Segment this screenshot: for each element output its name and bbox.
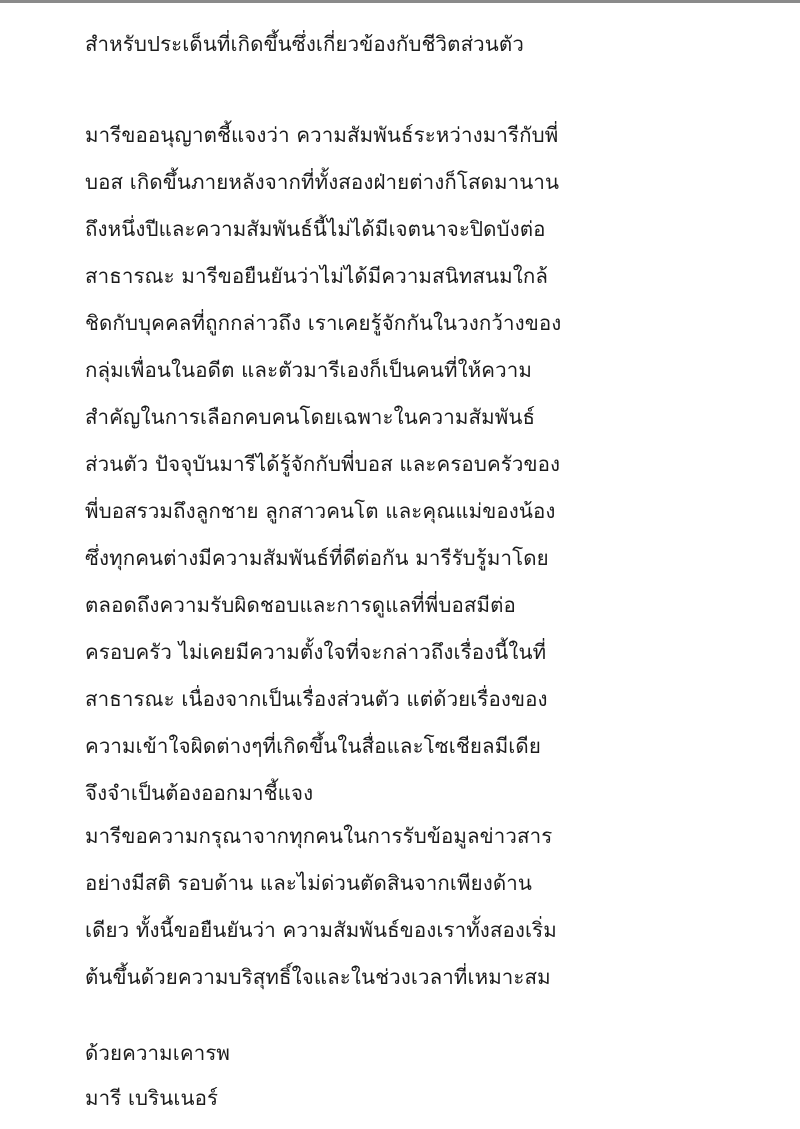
text-line: สาธารณะ เนื่องจากเป็นเรื่องส่วนตัว แต่ด้วยเรื่องของ [85,687,548,711]
text-line: จึงจำเป็นต้องออกมาชี้แจง [85,781,314,805]
signature: มารี เบรินเนอร์ [85,1086,219,1110]
text-line: ต้นขึ้นด้วยความบริสุทธิ์ใจและในช่วงเวลาที่เหมาะสม [85,965,551,989]
text-line: อย่างมีสติ รอบด้าน และไม่ด่วนตัดสินจากเพียงด้าน [85,871,533,895]
paragraph-request [85,822,785,991]
top-edge-strip [0,0,800,3]
statement-document [85,30,785,1129]
paragraph-explanation [85,121,785,807]
text-line: มารีขออนุญาตชี้แจงว่า ความสัมพันธ์ระหว่างมารีกับพี่ [85,123,559,147]
text-line: สำคัญในการเลือกคบคนโดยเฉพาะในความสัมพันธ์ [85,405,536,429]
text-line: ส่วนตัว ปัจจุบันมารีได้รู้จักกับพี่บอส และครอบครัวของ [85,452,561,476]
text-line: บอส เกิดขึ้นภายหลังจากที่ทั้งสองฝ่ายต่างก็โสดมานาน [85,170,560,194]
statement-heading: สำหรับประเด็นที่เกิดขึ้นซึ่งเกี่ยวข้องกับชีวิตส่วนตัว [85,32,524,56]
text-line: ถึงหนึ่งปีและความสัมพันธ์นี้ไม่ได้มีเจตนาจะปิดบังต่อ [85,217,546,241]
text-line: มารีขอความกรุณาจากทุกคนในการรับข้อมูลข่าวสาร [85,824,553,848]
text-line: เดียว ทั้งนี้ขอยืนยันว่า ความสัมพันธ์ของเราทั้งสองเริ่ม [85,918,557,942]
text-line: สาธารณะ มารีขอยืนยันว่าไม่ได้มีความสนิทสนมใกล้ [85,264,549,288]
text-line: ซึ่งทุกคนต่างมีความสัมพันธ์ที่ดีต่อกัน มารีรับรู้มาโดย [85,546,549,570]
closing-phrase: ด้วยความเคารพ [85,1041,231,1065]
text-line: ครอบครัว ไม่เคยมีความตั้งใจที่จะกล่าวถึงเรื่องนี้ในที่ [85,640,547,664]
text-line: กลุ่มเพื่อนในอดีต และตัวมารีเองก็เป็นคนที่ให้ความ [85,358,532,382]
text-line: ความเข้าใจผิดต่างๆที่เกิดขึ้นในสื่อและโซเชียลมีเดีย [85,734,541,758]
text-line: ชิดกับบุคคลที่ถูกกล่าวถึง เราเคยรู้จักกันในวงกว้างของ [85,311,562,335]
text-line: พี่บอสรวมถึงลูกชาย ลูกสาวคนโต และคุณแม่ของน้อง [85,499,556,523]
closing-block [85,1039,785,1112]
text-line: ตลอดถึงความรับผิดชอบและการดูแลที่พี่บอสมีต่อ [85,593,516,617]
